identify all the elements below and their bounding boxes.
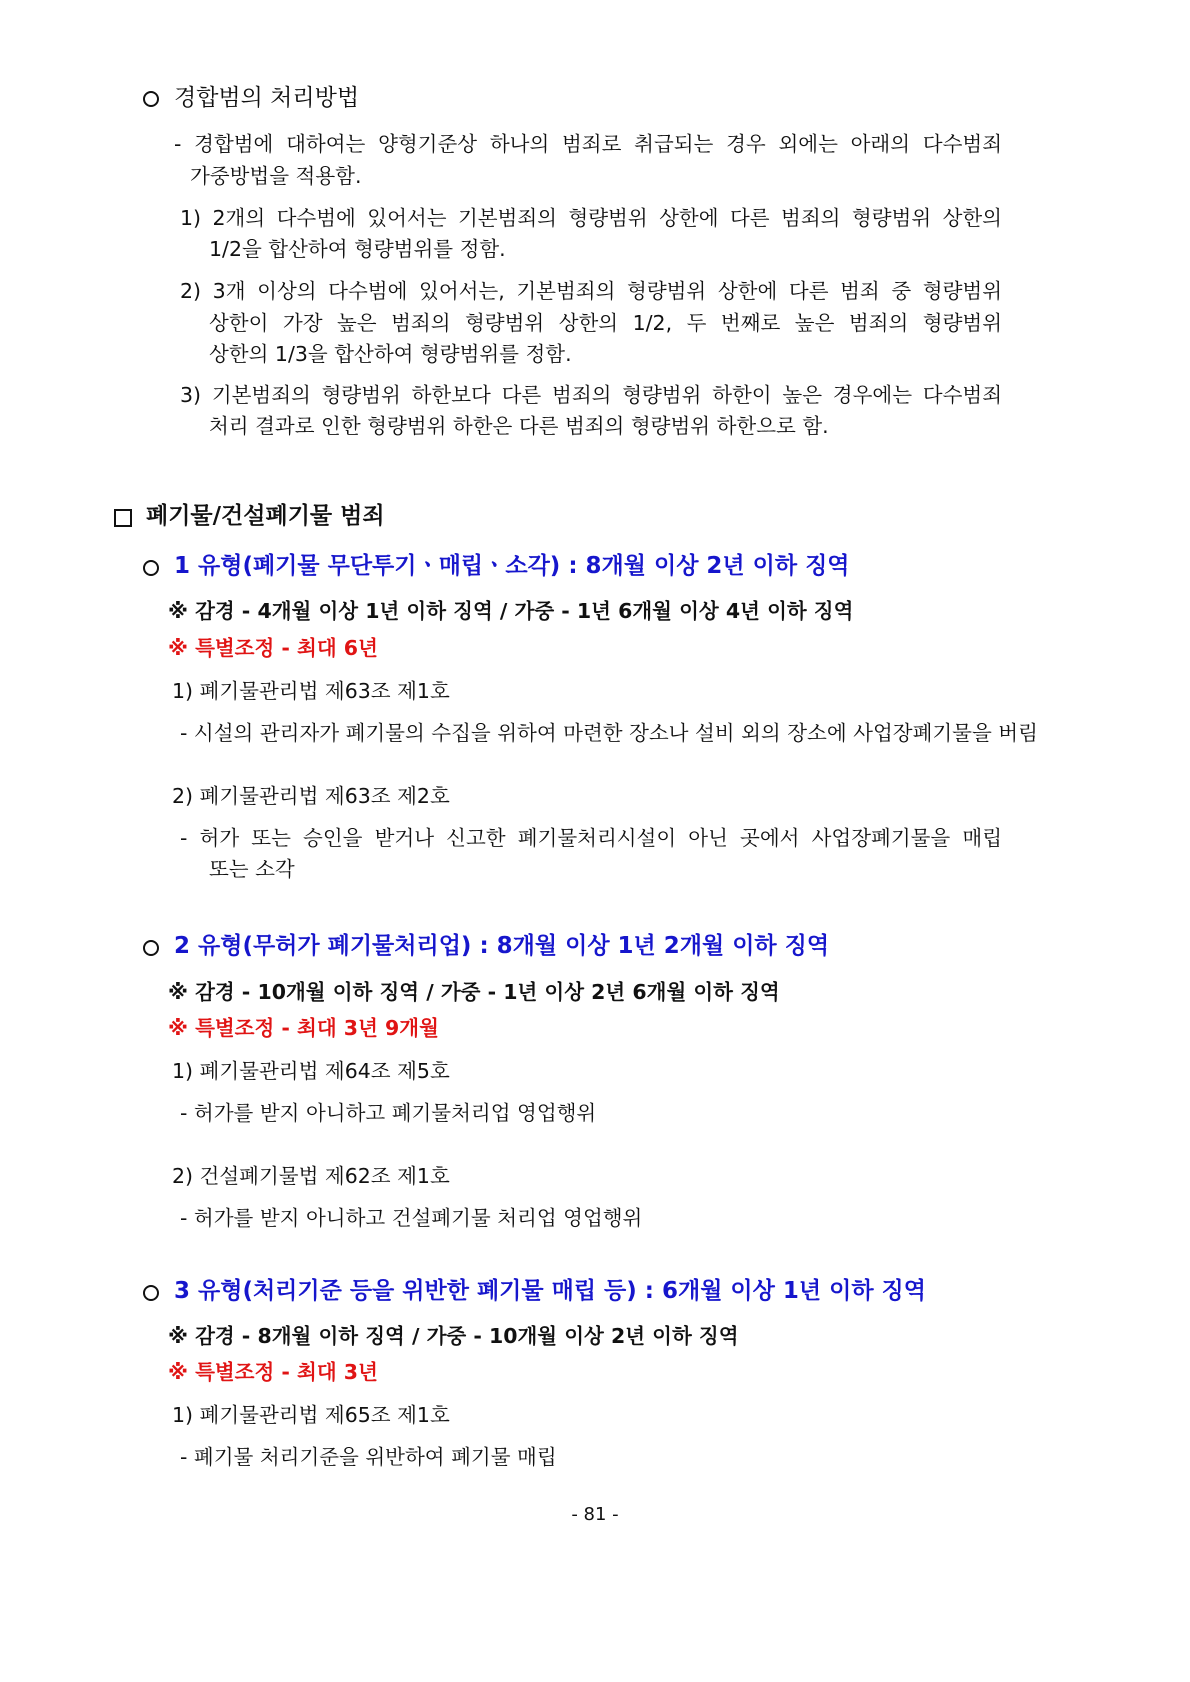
type1-desc-1: - 시설의 관리자가 폐기물의 수집을 위하여 마련한 장소나 설비 외의 장소에 사업장폐기물을 버림 — [180, 721, 1038, 745]
type2-special-adjustment: ※ 특별조정 - 최대 3년 9개월 — [168, 1016, 439, 1040]
item2-line-3: 상한의 1/3을 합산하여 형량범위를 정함. — [209, 342, 572, 366]
circle-bullet-icon — [143, 91, 159, 107]
item3-line-2: 처리 결과로 인한 형량범위 하한은 다른 범죄의 형량범위 하한으로 함. — [209, 414, 829, 438]
intro-line-1: - 경합범에 대하여는 양형기준상 하나의 범죄로 취급되는 경우 외에는 아래의 다수범죄 — [174, 132, 1002, 156]
type1-desc-2-line-1: - 허가 또는 승인을 받거나 신고한 폐기물처리시설이 아닌 곳에서 사업장폐기물을 매립 — [180, 826, 1002, 850]
type1-special-adjustment: ※ 특별조정 - 최대 6년 — [168, 636, 378, 660]
type2-law-2: 2) 건설폐기물법 제62조 제1호 — [172, 1164, 450, 1188]
item1-line-1: 1) 2개의 다수범에 있어서는 기본범죄의 형량범위 상한에 다른 범죄의 형량범위 상한의 — [180, 206, 1002, 230]
item2-line-1: 2) 3개 이상의 다수범에 있어서는, 기본범죄의 형량범위 상한에 다른 범죄 중 형량범위 — [180, 279, 1002, 303]
intro-line-2: 가중방법을 적용함. — [190, 164, 362, 188]
item3-line-1: 3) 기본범죄의 형량범위 하한보다 다른 범죄의 형량범위 하한이 높은 경우에는 다수범죄 — [180, 383, 1002, 407]
type2-desc-1: - 허가를 받지 아니하고 폐기물처리업 영업행위 — [180, 1101, 597, 1125]
section-heading-concurrent-crimes: 경합범의 처리방법 — [174, 85, 360, 111]
page-number: - 81 - — [571, 1504, 619, 1525]
type3-law-1: 1) 폐기물관리법 제65조 제1호 — [172, 1403, 450, 1427]
type2-desc-2: - 허가를 받지 아니하고 건설폐기물 처리업 영업행위 — [180, 1206, 643, 1230]
type2-reduce-aggravate: ※ 감경 - 10개월 이하 징역 / 가중 - 1년 이상 2년 6개월 이하 징역 — [168, 980, 780, 1004]
type3-special-adjustment: ※ 특별조정 - 최대 3년 — [168, 1360, 378, 1384]
type1-law-1: 1) 폐기물관리법 제63조 제1호 — [172, 679, 450, 703]
type3-title: 3 유형(처리기준 등을 위반한 폐기물 매립 등) : 6개월 이상 1년 이하 징역 — [174, 1278, 926, 1304]
type3-desc-1: - 폐기물 처리기준을 위반하여 폐기물 매립 — [180, 1445, 557, 1469]
type2-title: 2 유형(무허가 폐기물처리업) : 8개월 이상 1년 2개월 이하 징역 — [174, 933, 830, 959]
type1-desc-2-line-2: 또는 소각 — [209, 857, 295, 881]
section-heading-waste-crimes: 폐기물/건설폐기물 범죄 — [146, 503, 385, 529]
item1-line-2: 1/2을 합산하여 형량범위를 정함. — [209, 237, 506, 261]
type1-title: 1 유형(폐기물 무단투기ㆍ매립ㆍ소각) : 8개월 이상 2년 이하 징역 — [174, 553, 850, 579]
circle-bullet-icon — [143, 560, 159, 576]
square-bullet-icon — [114, 509, 132, 527]
type2-law-1: 1) 폐기물관리법 제64조 제5호 — [172, 1059, 450, 1083]
item2-line-2: 상한이 가장 높은 범죄의 형량범위 상한의 1/2, 두 번째로 높은 범죄의 형량범위 — [209, 311, 1002, 335]
type1-reduce-aggravate: ※ 감경 - 4개월 이상 1년 이하 징역 / 가중 - 1년 6개월 이상 4년 이하 징역 — [168, 599, 854, 623]
circle-bullet-icon — [143, 940, 159, 956]
type3-reduce-aggravate: ※ 감경 - 8개월 이하 징역 / 가중 - 10개월 이상 2년 이하 징역 — [168, 1324, 739, 1348]
type1-law-2: 2) 폐기물관리법 제63조 제2호 — [172, 784, 450, 808]
circle-bullet-icon — [143, 1285, 159, 1301]
